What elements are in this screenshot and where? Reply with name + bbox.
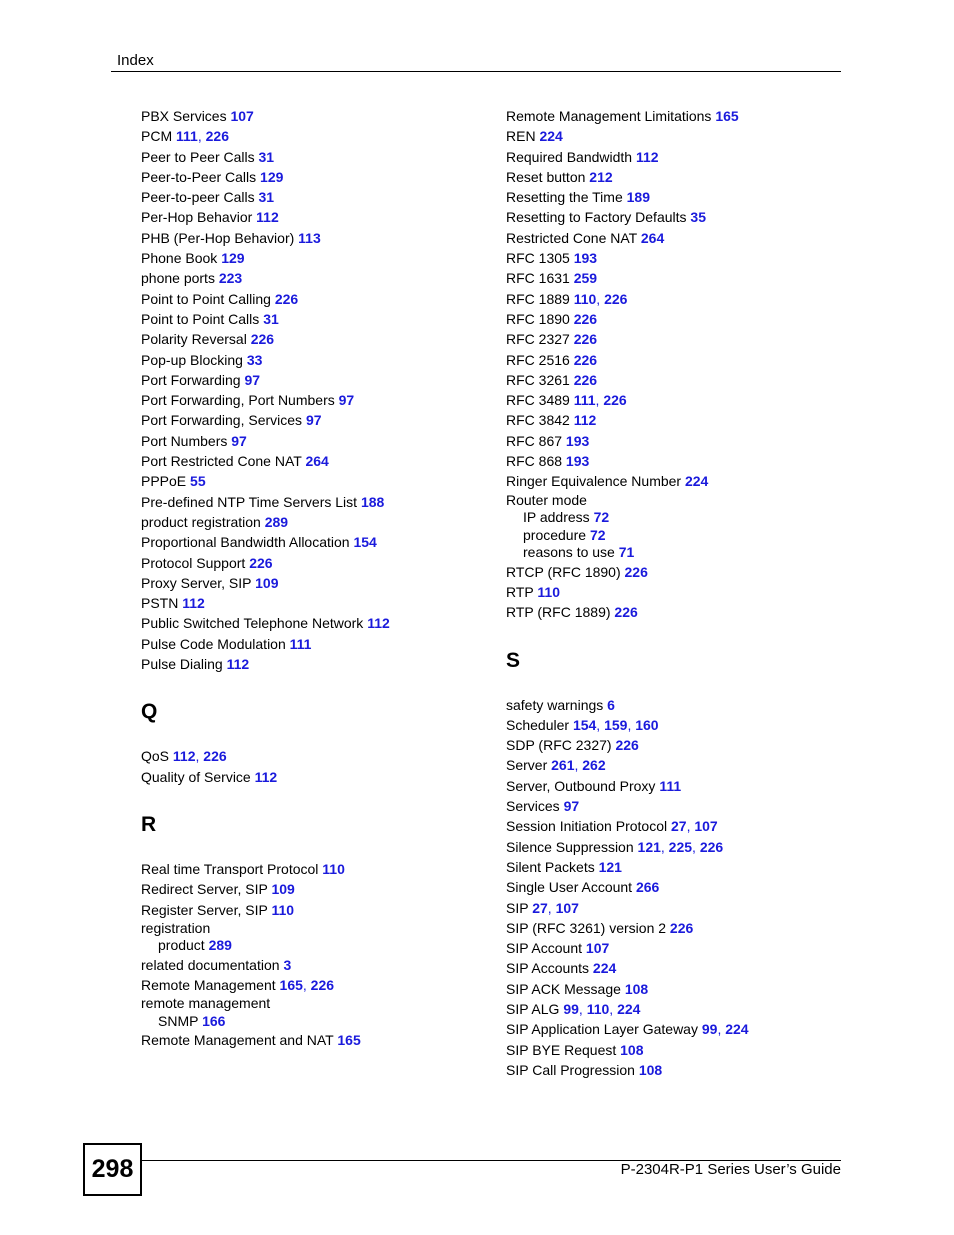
page-link[interactable]: 110 <box>586 1000 610 1017</box>
page-link[interactable]: 226 <box>615 737 639 754</box>
page-link[interactable]: 226 <box>573 310 598 327</box>
index-entry <box>506 918 846 938</box>
index-entry <box>506 735 846 755</box>
index-term: Single User Account <box>506 879 633 896</box>
index-term: Resetting to Factory Defaults <box>506 209 687 226</box>
page-link[interactable]: 110 <box>271 901 295 918</box>
index-entry: Silence Suppression 121, 225, 226 <box>506 838 724 855</box>
page-link[interactable]: 6 <box>607 696 615 713</box>
index-term: Router mode <box>506 491 587 508</box>
index-entry: Remote Management 165, 226 <box>141 977 335 994</box>
index-term: procedure <box>523 526 587 543</box>
index-term: Remote Management <box>141 977 276 994</box>
page-link[interactable]: 107 <box>555 899 579 916</box>
page-link[interactable]: 159 <box>604 716 628 733</box>
index-term: product <box>158 937 205 954</box>
page-link[interactable]: 107 <box>585 940 610 957</box>
index-term: RFC 3261 <box>506 371 570 388</box>
index-term: Required Bandwidth <box>506 148 633 165</box>
index-subentry <box>506 527 846 545</box>
index-entry <box>141 187 481 207</box>
index-term: SIP ACK Message <box>506 980 621 997</box>
page-link[interactable]: 55 <box>190 473 206 490</box>
index-term: PHB (Per-Hop Behavior) <box>141 229 295 246</box>
page-link[interactable]: 226 <box>250 331 275 348</box>
index-entry <box>141 879 481 899</box>
page-link[interactable]: 107 <box>694 818 718 835</box>
index-entry <box>506 126 846 146</box>
index-entry <box>141 920 481 938</box>
index-entry <box>141 532 481 552</box>
index-term: Remote Management and NAT <box>141 1032 334 1049</box>
header-divider <box>111 71 841 72</box>
page-link[interactable]: 261 <box>551 757 575 774</box>
page-link[interactable]: 108 <box>624 980 649 997</box>
page-link[interactable]: 165 <box>337 1032 361 1049</box>
page-link[interactable]: 110 <box>573 290 597 307</box>
page-link[interactable]: 71 <box>618 544 635 561</box>
index-entry: QoS 112, 226 <box>141 748 227 765</box>
index-term: Real time Transport Protocol <box>141 860 319 877</box>
index-entry: SIP Application Layer Gateway 99, 224 <box>506 1021 749 1038</box>
page-link[interactable]: 112 <box>172 748 196 765</box>
index-entry <box>141 471 481 491</box>
index-term: Server <box>506 757 548 774</box>
page-link[interactable]: 226 <box>203 748 227 765</box>
index-column-left <box>141 106 481 1051</box>
page-link[interactable]: 212 <box>589 168 613 185</box>
section-letter: R <box>141 812 157 836</box>
page-link[interactable]: 97 <box>563 798 580 815</box>
index-entry <box>506 451 846 471</box>
index-entry <box>506 350 846 370</box>
index-entry <box>506 492 846 510</box>
page-link[interactable]: 165 <box>279 977 303 994</box>
page-link[interactable]: 129 <box>260 168 284 185</box>
index-entry <box>141 492 481 512</box>
index-entry <box>141 573 481 593</box>
page-link[interactable]: 224 <box>725 1021 749 1038</box>
index-term: RTCP (RFC 1890) <box>506 563 621 580</box>
index-entry: PCM 111, 226 <box>141 128 229 145</box>
index-subentry <box>141 937 481 955</box>
page-link[interactable]: 35 <box>690 209 706 226</box>
index-term: Services <box>506 798 560 815</box>
index-term: RFC 1889 <box>506 290 570 307</box>
index-term: RFC 1890 <box>506 310 570 327</box>
page-link[interactable]: 31 <box>258 189 275 206</box>
index-entry <box>506 370 846 390</box>
index-entry <box>141 859 481 879</box>
index-term: SIP Application Layer Gateway <box>506 1021 698 1038</box>
page-link[interactable]: 27 <box>670 818 687 835</box>
index-entry <box>141 268 481 288</box>
index-term: SIP (RFC 3261) version 2 <box>506 919 667 936</box>
page-link[interactable]: 264 <box>640 229 665 246</box>
page-link[interactable]: 154 <box>353 534 377 551</box>
index-entry <box>141 1030 481 1050</box>
guide-title: P-2304R-P1 Series User’s Guide <box>620 1161 841 1178</box>
page-link[interactable]: 225 <box>668 838 693 855</box>
index-term: SIP Call Progression <box>506 1061 635 1078</box>
index-entry <box>506 268 846 288</box>
index-term: Reset button <box>506 168 586 185</box>
page-link[interactable]: 107 <box>230 108 254 124</box>
page-link[interactable]: 224 <box>592 960 617 977</box>
index-term: Scheduler <box>506 716 570 733</box>
page-link[interactable]: 111 <box>573 392 596 409</box>
page-link[interactable]: 193 <box>573 250 598 267</box>
index-entry <box>141 390 481 410</box>
page-link[interactable]: 111 <box>659 777 682 794</box>
index-entry <box>141 410 481 430</box>
page-link[interactable]: 121 <box>637 838 661 855</box>
page-link[interactable]: 99 <box>563 1000 579 1017</box>
index-entry <box>141 512 481 532</box>
page-link[interactable]: 226 <box>669 919 694 936</box>
page-link[interactable]: 33 <box>246 351 263 368</box>
page-link[interactable]: 226 <box>573 351 598 368</box>
index-entry <box>141 309 481 329</box>
index-entry <box>141 289 481 309</box>
index-term: Quality of Service <box>141 768 251 785</box>
index-entry <box>506 979 846 999</box>
index-term: Pulse Code Modulation <box>141 635 286 652</box>
index-term: REN <box>506 128 536 145</box>
index-term: Peer-to-peer Calls <box>141 189 255 206</box>
index-entry <box>141 147 481 167</box>
index-entry <box>506 187 846 207</box>
index-term: Remote Management Limitations <box>506 108 712 124</box>
index-subentry <box>506 544 846 562</box>
page-link[interactable]: 97 <box>231 432 247 449</box>
index-term: SIP ALG <box>506 1000 560 1017</box>
index-term: Proxy Server, SIP <box>141 574 252 591</box>
index-entry <box>506 776 846 796</box>
index-term: Pulse Dialing <box>141 656 223 673</box>
page-link[interactable]: 97 <box>244 371 261 388</box>
index-term: RFC 867 <box>506 432 563 449</box>
index-term: SIP Accounts <box>506 960 590 977</box>
index-term: RTP <box>506 583 534 600</box>
page-link[interactable]: 110 <box>322 860 345 877</box>
index-entry <box>506 602 846 622</box>
page-link[interactable]: 226 <box>624 563 648 580</box>
index-term: SNMP <box>158 1012 199 1029</box>
index-term: remote management <box>141 995 271 1012</box>
index-term: Protocol Support <box>141 554 246 571</box>
header-section-label: Index <box>117 52 154 69</box>
index-term: Server, Outbound Proxy <box>506 777 656 794</box>
index-entry <box>506 582 846 602</box>
index-entry: RFC 1889 110, 226 <box>506 290 628 307</box>
index-term: Port Restricted Cone NAT <box>141 453 302 470</box>
index-term: Proportional Bandwidth Allocation <box>141 534 350 551</box>
index-entry <box>141 167 481 187</box>
index-subentry <box>141 1013 481 1031</box>
page-link[interactable]: 289 <box>208 937 232 954</box>
index-entry <box>506 796 846 816</box>
page-link[interactable]: 193 <box>565 432 590 449</box>
page-link[interactable]: 112 <box>226 656 250 673</box>
page-link[interactable]: 289 <box>264 513 289 530</box>
index-term: Port Forwarding, Port Numbers <box>141 392 335 409</box>
index-term: Resetting the Time <box>506 189 623 206</box>
index-entry: SIP ALG 99, 110, 224 <box>506 1000 641 1017</box>
index-entry <box>141 767 481 787</box>
index-term: Phone Book <box>141 250 218 267</box>
page-link[interactable]: 110 <box>537 583 560 600</box>
page-link[interactable]: 226 <box>614 604 638 621</box>
page-link[interactable]: 112 <box>635 148 659 165</box>
index-entry <box>141 995 481 1013</box>
index-term: safety warnings <box>506 696 604 713</box>
page-link[interactable]: 112 <box>573 412 597 429</box>
page-link[interactable]: 72 <box>589 526 606 543</box>
index-term: registration <box>141 919 211 936</box>
index-entry <box>506 147 846 167</box>
index-term: RFC 2327 <box>506 331 570 348</box>
page-link[interactable]: 262 <box>582 757 606 774</box>
page-link[interactable]: 121 <box>598 858 622 875</box>
index-entry: RFC 3489 111, 226 <box>506 392 627 409</box>
index-term: PBX Services <box>141 108 227 124</box>
index-term: Pre-defined NTP Time Servers List <box>141 493 358 510</box>
index-term: RFC 2516 <box>506 351 570 368</box>
page-link[interactable]: 109 <box>255 574 279 591</box>
index-term: Pop-up Blocking <box>141 351 243 368</box>
page-link[interactable]: 264 <box>305 453 329 470</box>
index-term: Redirect Server, SIP <box>141 881 268 898</box>
index-entry <box>141 654 481 674</box>
index-term: Register Server, SIP <box>141 901 268 918</box>
index-entry <box>141 207 481 227</box>
index-entry <box>141 451 481 471</box>
page-link[interactable]: 111 <box>289 635 312 652</box>
page-link[interactable]: 113 <box>298 229 321 246</box>
index-term: SIP <box>506 899 529 916</box>
index-term: Silent Packets <box>506 858 595 875</box>
index-term: Restricted Cone NAT <box>506 229 637 246</box>
page-link[interactable]: 266 <box>635 879 660 896</box>
index-term: product registration <box>141 513 261 530</box>
index-entry <box>141 370 481 390</box>
index-entry <box>506 106 846 126</box>
index-term: RFC 1305 <box>506 250 570 267</box>
page-link[interactable]: 3 <box>283 956 292 973</box>
index-entry <box>141 634 481 654</box>
page-link[interactable]: 112 <box>182 595 205 612</box>
index-entry <box>506 958 846 978</box>
index-entry <box>506 248 846 268</box>
page-link[interactable]: 226 <box>573 371 598 388</box>
page-link[interactable]: 165 <box>715 108 739 124</box>
index-entry <box>506 877 846 897</box>
index-column-right <box>506 106 846 1080</box>
index-entry <box>141 329 481 349</box>
index-term: Per-Hop Behavior <box>141 209 253 226</box>
page-link[interactable]: 31 <box>258 148 275 165</box>
index-entry <box>141 248 481 268</box>
index-term: Session Initiation Protocol <box>506 818 668 835</box>
index-entry <box>506 562 846 582</box>
index-term: Silence Suppression <box>506 838 634 855</box>
index-term: SDP (RFC 2327) <box>506 737 612 754</box>
page-link[interactable]: 166 <box>202 1012 226 1029</box>
page-link[interactable]: 188 <box>360 493 385 510</box>
index-term: phone ports <box>141 270 215 287</box>
page-link[interactable]: 108 <box>620 1041 644 1058</box>
index-term: Point to Point Calls <box>141 310 260 327</box>
page-link[interactable]: 259 <box>573 270 598 287</box>
index-term: Port Forwarding <box>141 371 241 388</box>
index-entry <box>506 167 846 187</box>
index-entry <box>506 471 846 491</box>
index-term: Port Forwarding, Services <box>141 412 303 429</box>
page-link[interactable]: 226 <box>310 977 335 994</box>
index-term: SIP BYE Request <box>506 1041 617 1058</box>
index-entry <box>141 431 481 451</box>
index-term: Ringer Equivalence Number <box>506 473 682 490</box>
index-entry <box>506 329 846 349</box>
index-entry <box>141 955 481 975</box>
index-entry <box>141 228 481 248</box>
index-entry <box>506 695 846 715</box>
index-term: Polarity Reversal <box>141 331 247 348</box>
page-link[interactable]: 226 <box>699 838 724 855</box>
index-term: RFC 868 <box>506 453 563 470</box>
index-entry: Session Initiation Protocol 27, 107 <box>506 818 718 835</box>
index-term: SIP Account <box>506 940 583 957</box>
page-link[interactable]: 226 <box>205 128 229 145</box>
page-link[interactable]: 223 <box>218 270 243 287</box>
index-entry <box>506 207 846 227</box>
page-link[interactable]: 97 <box>305 412 322 429</box>
page-link[interactable]: 97 <box>338 392 355 409</box>
index-term: PSTN <box>141 595 179 612</box>
index-entry <box>141 900 481 920</box>
page-link[interactable]: 226 <box>604 290 628 307</box>
index-term: QoS <box>141 748 170 765</box>
index-term: RTP (RFC 1889) <box>506 604 611 621</box>
index-term: RFC 3842 <box>506 412 570 429</box>
page-link[interactable]: 27 <box>532 899 548 916</box>
page-link[interactable]: 99 <box>701 1021 718 1038</box>
index-entry <box>141 350 481 370</box>
page-link[interactable]: 112 <box>254 768 278 785</box>
index-term: reasons to use <box>523 544 615 561</box>
index-term: RFC 1631 <box>506 270 570 287</box>
index-entry <box>506 410 846 430</box>
index-entry <box>506 431 846 451</box>
index-entry <box>141 593 481 613</box>
index-entry <box>506 938 846 958</box>
index-term: Peer to Peer Calls <box>141 148 255 165</box>
page-link[interactable]: 226 <box>573 331 598 348</box>
page-link[interactable]: 111 <box>176 128 198 145</box>
section-letter: S <box>506 648 521 672</box>
index-term: Port Numbers <box>141 432 228 449</box>
page-link[interactable]: 226 <box>274 290 299 307</box>
index-term: Public Switched Telephone Network <box>141 615 364 632</box>
index-entry <box>506 857 846 877</box>
page-link[interactable]: 72 <box>593 509 610 526</box>
index-subentry <box>506 509 846 527</box>
index-term: related documentation <box>141 956 280 973</box>
index-term: Peer-to-Peer Calls <box>141 168 257 185</box>
page-link[interactable]: 112 <box>256 209 279 226</box>
index-entry: Server 261, 262 <box>506 757 606 774</box>
index-term: PCM <box>141 128 173 145</box>
page-link[interactable]: 109 <box>271 881 295 898</box>
page-link[interactable]: 160 <box>635 716 659 733</box>
index-term: Point to Point Calling <box>141 290 271 307</box>
page-link[interactable]: 226 <box>249 554 273 571</box>
index-entry: Scheduler 154, 159, 160 <box>506 716 659 733</box>
index-entry <box>141 553 481 573</box>
page-link[interactable]: 189 <box>626 189 650 206</box>
index-entry <box>141 613 481 633</box>
page-link[interactable]: 154 <box>572 716 597 733</box>
page-link[interactable]: 226 <box>603 392 627 409</box>
index-entry <box>506 1060 846 1080</box>
index-term: PPPoE <box>141 473 187 490</box>
index-entry <box>141 106 481 126</box>
index-entry <box>506 228 846 248</box>
page-link[interactable]: 112 <box>367 615 390 632</box>
index-term: RFC 3489 <box>506 392 570 409</box>
index-entry <box>506 1040 846 1060</box>
page-link[interactable]: 224 <box>539 128 563 145</box>
page-link[interactable]: 224 <box>684 473 709 490</box>
page-number: 298 <box>83 1143 142 1196</box>
index-entry: SIP 27, 107 <box>506 899 579 916</box>
page-link[interactable]: 193 <box>565 453 590 470</box>
page-link[interactable]: 108 <box>638 1061 663 1078</box>
index-term: IP address <box>523 509 590 526</box>
page-link[interactable]: 129 <box>221 250 245 267</box>
page-link[interactable]: 224 <box>617 1000 641 1017</box>
page-link[interactable]: 31 <box>263 310 279 327</box>
index-entry <box>506 309 846 329</box>
section-letter: Q <box>141 700 158 724</box>
